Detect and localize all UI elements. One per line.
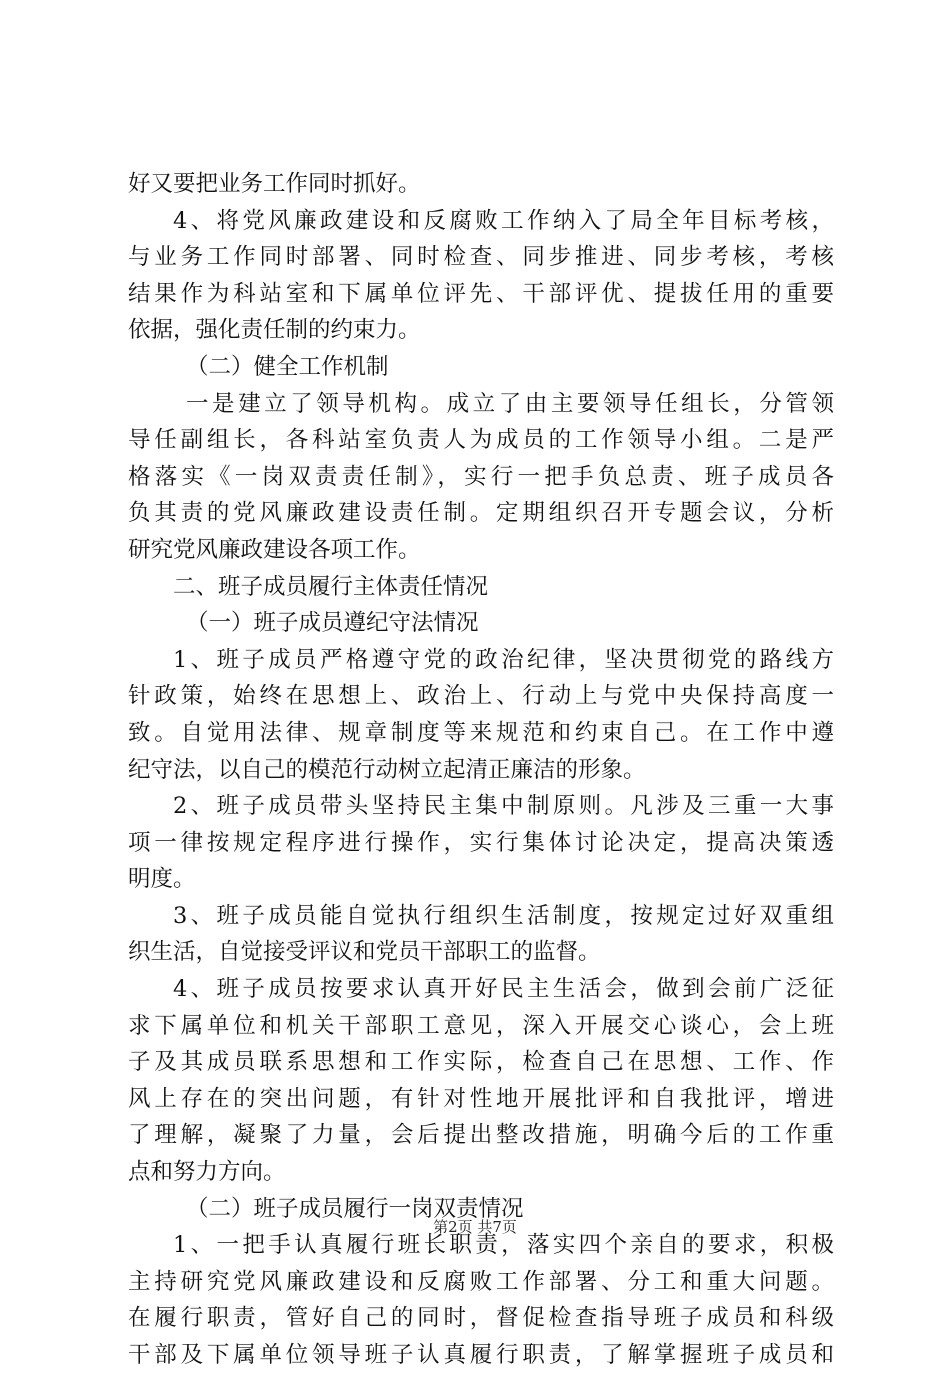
paragraph-line: 针政策，始终在思想上、政治上、行动上与党中央保持高度一 (128, 683, 834, 710)
paragraph-line: 干部及下属单位领导班子认真履行职责，了解掌握班子成员和 (128, 1342, 834, 1368)
section-heading: 二、班子成员履行主体责任情况 (173, 573, 489, 600)
paragraph-line: 格落实《一岗双责责任制》，实行一把手负总责、班子成员各 (128, 463, 834, 490)
paragraph-line: 研究党风廉政建设各项工作。 (128, 536, 421, 563)
paragraph-line: 明度。 (128, 866, 196, 893)
section-heading: （一）班子成员遵纪守法情况 (186, 610, 479, 637)
paragraph-line: 风上存在的突出问题，有针对性地开展批评和自我批评，增进 (128, 1085, 834, 1112)
paragraph-line: 1、班子成员严格遵守党的政治纪律，坚决贯彻党的路线方 (173, 646, 834, 673)
paragraph-line: 点和努力方向。 (128, 1159, 286, 1186)
document-body (128, 166, 834, 1374)
page-number-footer: 第2页 共7页 (433, 1218, 517, 1236)
paragraph-line: 1、一把手认真履行班长职责，落实四个亲自的要求，积极 (173, 1232, 834, 1259)
paragraph-line: 纪守法，以自己的模范行动树立起清正廉洁的形象。 (128, 756, 646, 783)
paragraph-line: 3、班子成员能自觉执行组织生活制度，按规定过好双重组 (173, 902, 834, 929)
paragraph-line: 与业务工作同时部署、同时检查、同步推进、同步考核，考核 (128, 244, 834, 271)
paragraph-line: 子及其成员联系思想和工作实际，检查自己在思想、工作、作 (128, 1049, 834, 1076)
paragraph-line: 织生活，自觉接受评议和党员干部职工的监督。 (128, 939, 601, 966)
paragraph-line: 导任副组长，各科站室负责人为成员的工作领导小组。二是严 (128, 427, 834, 454)
paragraph-line: 负其责的党风廉政建设责任制。定期组织召开专题会议，分析 (128, 500, 834, 527)
paragraph-line: 求下属单位和机关干部职工意见，深入开展交心谈心，会上班 (128, 1012, 834, 1039)
paragraph-line: 2、班子成员带头坚持民主集中制原则。凡涉及三重一大事 (173, 793, 834, 820)
paragraph-line: 项一律按规定程序进行操作，实行集体讨论决定，提高决策透 (128, 829, 834, 856)
paragraph-line: 好又要把业务工作同时抓好。 (128, 171, 421, 197)
paragraph-line: 4、班子成员按要求认真开好民主生活会，做到会前广泛征 (173, 976, 834, 1003)
paragraph-line: 4、将党风廉政建设和反腐败工作纳入了局全年目标考核， (173, 207, 834, 234)
paragraph-line: 一是建立了领导机构。成立了由主要领导任组长，分管领 (186, 390, 834, 417)
paragraph-line: 主持研究党风廉政建设和反腐败工作部署、分工和重大问题。 (128, 1268, 834, 1295)
paragraph-line: 结果作为科站室和下属单位评先、干部评优、提拔任用的重要 (128, 280, 834, 307)
section-heading: （二）班子成员履行一岗双责情况 (186, 1195, 524, 1222)
paragraph-line: 在履行职责，管好自己的同时，督促检查指导班子成员和科级 (128, 1305, 834, 1332)
paragraph-line: 致。自觉用法律、规章制度等来规范和约束自己。在工作中遵 (128, 719, 834, 746)
paragraph-line: 了理解，凝聚了力量，会后提出整改措施，明确今后的工作重 (128, 1122, 834, 1149)
paragraph-line: 依据，强化责任制的约束力。 (128, 317, 421, 344)
section-heading: （二）健全工作机制 (186, 353, 389, 380)
